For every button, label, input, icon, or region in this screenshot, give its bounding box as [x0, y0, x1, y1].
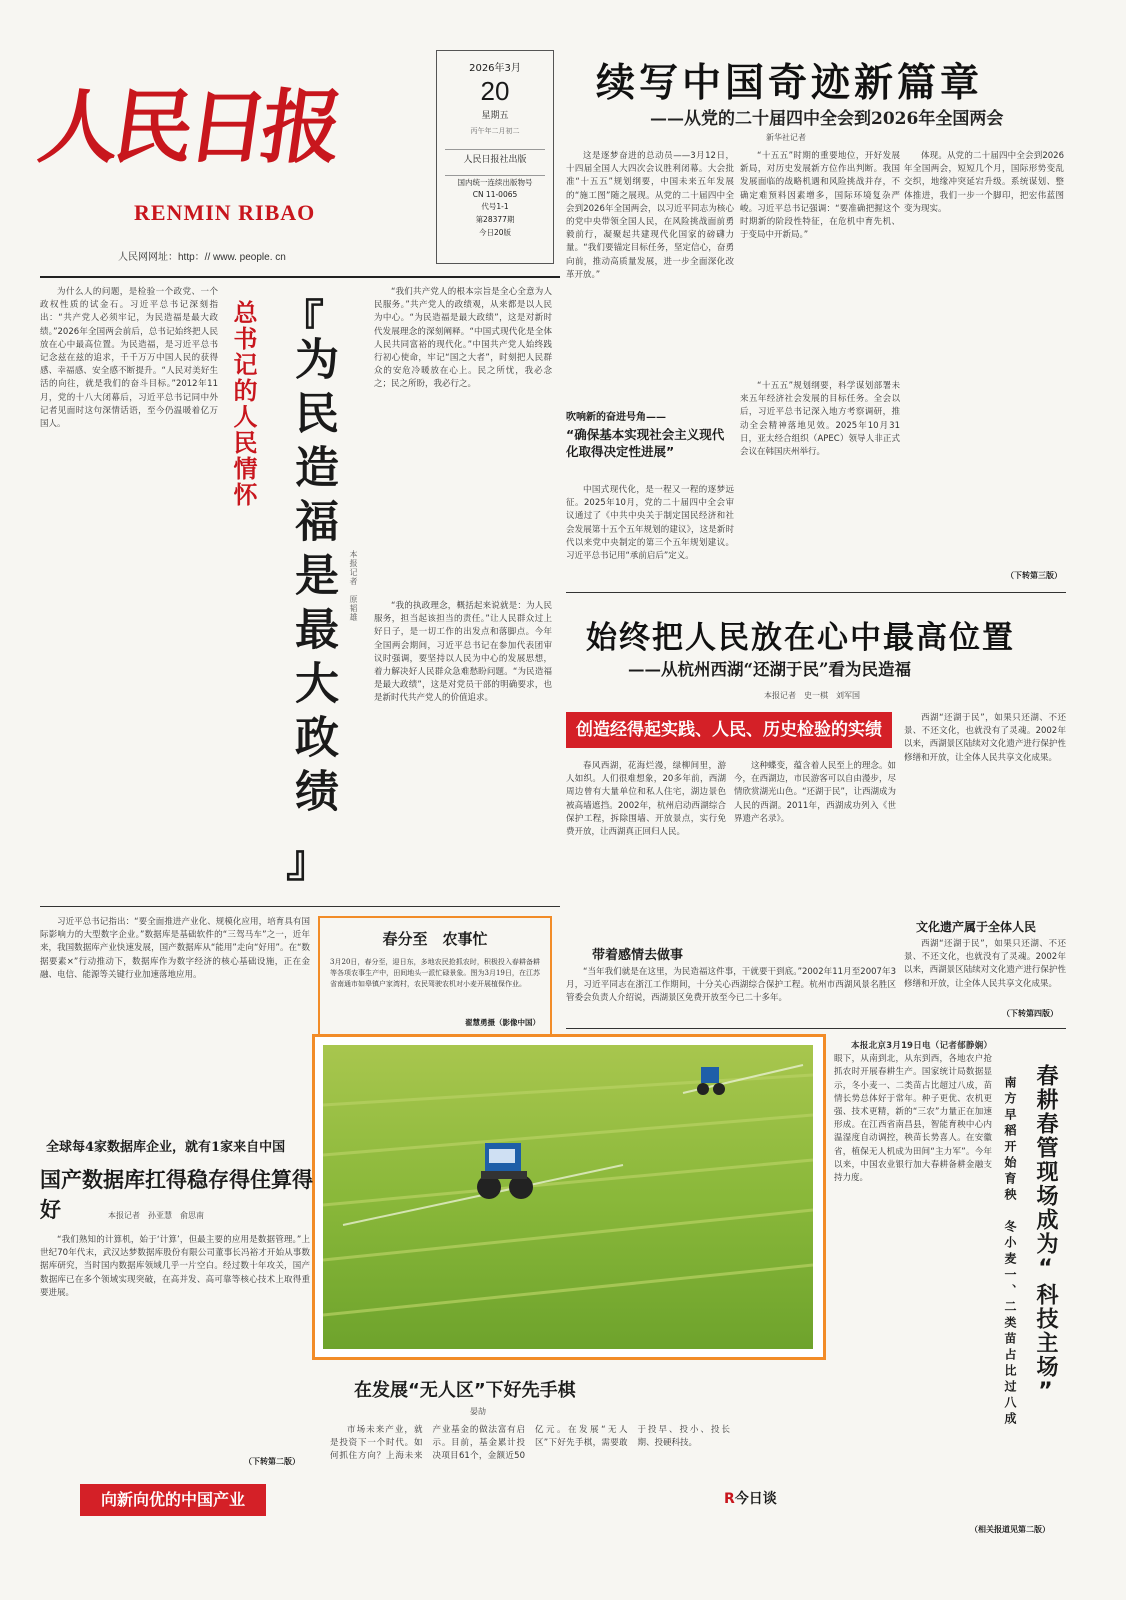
date-month: 2026年3月	[469, 63, 521, 74]
westlake-col5	[904, 938, 1066, 1000]
publisher: 人民日报社出版	[463, 155, 527, 165]
database-body	[40, 1234, 310, 1446]
spring-box-text: 3月20日，春分至，迎日东，多地农民抢抓农时，积极投入春耕备耕等各项农事生产中，田间地头一派忙碌景象。图为3月19日，在江苏省南通市如皋镇户家湾村，农民驾驶农机对小麦开展植保作业。	[330, 958, 540, 988]
issue-number: 第28377期	[475, 215, 515, 224]
database-continued: （下转第二版）	[244, 1456, 300, 1466]
code-number: 代号1-1	[481, 202, 509, 211]
westlake-col1	[566, 760, 726, 930]
industry-banner	[80, 1484, 266, 1516]
feature-headline-box: 『 为民造福是最大政绩 』	[280, 296, 338, 887]
database-top	[40, 916, 310, 1122]
spring-box	[318, 916, 552, 1034]
lead-byline: 新华社记者	[766, 133, 806, 142]
drone-logo	[724, 1488, 777, 1508]
date-box	[436, 50, 554, 264]
lead-col3-text: 体现。从党的二十届四中全会到2026年全国两会，短短几个月，国际形势变乱交织，地缘冲突延宕升级。系统谋划、整体推进，我们一步一个脚印，把宏伟蓝图变为现实。	[904, 151, 1064, 214]
westlake-col2-text: “当年我们就是在这里，为民造福这件事，干就要干到底。”2002年11月至2007年3月，习近平同志在浙江工作期间，十分关心西湖综合保护工程。杭州市西湖风景名胜区管委会负责人介绍说，西湖景区免费开放至今已二十多年。	[566, 967, 896, 1004]
industry-banner-text: 向新向优的中国产业	[100, 1490, 245, 1509]
westlake-col4-text: 西湖“还湖于民”，如果只还湖、不还景、不还文化，也就没有了灵魂。2002年以来，西湖景区陆续对文化遗产进行保护性修缮和开放，让全体人民共享文化成果。	[904, 713, 1066, 763]
lead-headline: 续写中国奇迹新篇章	[596, 61, 984, 106]
masthead-pinyin: RENMIN RIBAO	[134, 200, 316, 225]
westlake-banner-text: 创造经得起实践、人民、历史检验的实绩	[576, 720, 882, 740]
drone-byline: 晏劼	[470, 1407, 486, 1416]
westlake-subtitle: 带着感情去做事	[592, 948, 684, 963]
westlake-col3	[734, 760, 896, 960]
westlake-subtitle2: 文化遗产属于全体人民	[916, 920, 1037, 934]
westlake-col2	[566, 966, 896, 1022]
lead-bottom-rule	[566, 592, 1066, 593]
database-top-text: 习近平总书记指出：“要全面推进产业化、规模化应用，培育具有国际影响力的大型数字企业。”数据库是基础软件的“三驾马车”之一，近年来，我国数据库产业快速发展，国产数据库从“能用”走向“好用”。在“数据要素×”行动推动下，数据库作为数字经济的核心基础设施，正在金融、电信、能源等关键行业加速落地应用。	[40, 917, 310, 980]
drone-headline: 在发展“无人区”下好先手棋	[354, 1380, 576, 1401]
today-logo-text: 今日谈	[734, 1491, 777, 1507]
lead-col2-text: “十五五”时期的重要地位，开好发展新局，对历史发展新方位作出判断。我国发展面临的战略机遇和风险挑战并存，不确定难预料因素增多，国际环境复杂严峻。习近平总书记强调：“要准确把握这个时期新的阶段性特征，在危机中育先机、于变局中开新局。”	[740, 151, 900, 241]
westlake-banner	[566, 712, 892, 748]
lead-continued: （下转第三版）	[1006, 570, 1062, 580]
date-day: 20	[480, 76, 510, 106]
westlake-byline: 本报记者 史一棋 刘军国	[764, 691, 860, 700]
lead-kicker: 吹响新的奋进号角——	[566, 412, 666, 423]
lead-col2b	[566, 484, 734, 578]
date-weekday: 星期五	[481, 111, 509, 121]
lead-col2	[740, 150, 900, 378]
lead-col1-text: 这是逐梦奋进的总动员——3月12日，十四届全国人大四次会议胜利闭幕。大会批准“十五五”规划纲要，中国未来五年发展的“施工图”随之展现。从党的二十届四中全会到2026年全国两会，以习近平同志为核心的党中央带领全国人民，在风险挑战面前勇毅前行，凝聚起共建现代化国家的磅礴力量。“我们要锚定目标任务，坚定信心，奋勇向前，推动高质量发展，进一步全面深化改革开放。”	[566, 151, 734, 280]
feature-col1	[40, 286, 218, 890]
lead-subtitle: “确保基本实现社会主义现代化取得决定性进展”	[566, 427, 725, 459]
cn-number: CN 11-0065	[472, 190, 518, 199]
spring-farming-lead	[834, 1040, 992, 1185]
feature-col2-text: “我们共产党人的根本宗旨是全心全意为人民服务。”共产党人的政绩观，从来都是以人民为中心。“为民造福是最大政绩”，这是对新时代发展理念的深刻阐释。“中国式现代化是全体人民共同富裕的现代化。”中国共产党人始终践行初心使命，牢记“国之大者”，时刻把人民群众的安危冷暖放在心上。民之所忧，我必念之；民之所盼，我必行之。	[374, 287, 552, 390]
photo-frame	[312, 1034, 826, 1360]
drone-body-text: 市场未来产业，就是投资下一个时代。如何抓住方向？上海未来产业基金的做法富有启示。目前，基金累计投决项目61个，金额近50亿元。在发展“无人区”下好先手棋，需要敢于投早、投小、投长期、投硬科技。	[330, 1425, 730, 1462]
westlake-col3-text: 这种蝶变，蕴含着人民至上的理念。如今，在西湖边，市民游客可以自由漫步，尽情欣赏湖光山色。“还湖于民”，让西湖成为人民的西湖。2011年，西湖成功列入《世界遗产名录》。	[734, 761, 896, 824]
feature-col1-text: 为什么人的问题，是检验一个政党、一个政权性质的试金石。习近平总书记深刻指出：“共产党人必须牢记，为民造福是最大政绩。”2026年全国两会前后，总书记始终把人民放在心中最高位置。为民造福，是习近平总书记念兹在兹的追求，千千万万中国人民的获得感、幸福感、安全感不断提升。“人民对美好生活的向往，就是我们的奋斗目标。”2012年11月，党的十八大闭幕后，习近平总书记同中外记者见面时这句深情话语，至今仍温暖着亿万国人。	[40, 287, 218, 430]
masthead-rule	[40, 276, 560, 278]
logo-calligraphy: 人民日报	[33, 80, 343, 174]
spring-farming-text: 眼下，从南到北，从东到西，各地农户抢抓农时开展春耕生产。国家统计局数据显示，冬小麦一、二类苗占比超过八成，苗情长势总体好于常年。种子更优、农机更强、技术更精，新的“三农”力量正在加速形成。在江西省南昌县，智能育秧中心内温湿度自动调控，秧苗长势喜人。在安徽省，植保无人机成为田间“主力军”。今年以来，中国农业银行加大春耕备耕金融支持力度。	[834, 1054, 992, 1184]
westlake-col1-text: 春风西湖，花海烂漫，绿柳间里，游人如织。人们很难想象，20多年前，西湖周边曾有大量单位和私人住宅，湖边景色被高墙遮挡。2002年，杭州启动西湖综合保护工程，拆除围墙、开放景点，实行免费开放，让西湖真正回归人民。	[566, 761, 726, 838]
drone-body	[330, 1424, 730, 1520]
westlake-bottom-rule	[566, 1028, 1066, 1029]
lead-col3	[904, 150, 1064, 578]
issn-line: 国内统一连续出版物号	[457, 178, 533, 187]
lead-col2b-text: 中国式现代化，是一程又一程的逐梦远征。2025年10月，党的二十届四中全会审议通过了《中共中央关于制定国民经济和社会发展第十五个五年规划的建议》，这是新时代以来党中央制定的第三个五年规划建议。习近平总书记用“承前启后”定义。	[566, 485, 734, 562]
spring-box-title: 春分至 农事忙	[382, 930, 488, 948]
database-body-text: “我们熟知的计算机，始于‘计算’，但最主要的应用是数据管理。”上世纪70年代末，武汉达梦数据库股份有限公司董事长冯裕才开始从事数据库研究，当时国内数据库领域几乎一片空白。经过数十年攻关，国产数据库已在多个领域实现突破，在高并发、高可靠等核心技术上取得重要进展。	[40, 1235, 310, 1298]
spring-farming-continued: （相关报道见第二版）	[970, 1524, 1050, 1534]
lead-subhead: ——从党的二十届四中全会到2026年全国两会	[650, 109, 1004, 129]
spring-farming-subtitle: 南方早稻开始育秧 冬小麦一、二类苗占比过八成	[1003, 1076, 1017, 1428]
spring-farming-body	[834, 1040, 992, 1520]
spring-box-credit: 翟慧勇摄（影像中国）	[465, 1018, 540, 1027]
lead-col3b	[740, 380, 900, 578]
database-kicker: 全球每4家数据库企业，就有1家来自中国	[46, 1140, 286, 1155]
lead-col1	[566, 150, 734, 300]
today-logo-mark: R	[724, 1491, 735, 1507]
westlake-headline: 始终把人民放在心中最高位置	[586, 620, 1015, 656]
feature-bottom-rule	[40, 906, 560, 907]
feature-col3	[374, 600, 552, 890]
masthead-logo	[33, 52, 370, 202]
date-lunar: 丙午年二月初二	[470, 127, 520, 135]
westlake-continued: （下转第四版）	[1002, 1008, 1058, 1018]
feature-byline: 本报记者 原韬雄	[349, 550, 358, 622]
spring-farming-dateline: 本报北京3月19日电（记者郁静娴）	[851, 1041, 992, 1051]
feature-col3-text: “我的执政理念，概括起来说就是：为人民服务，担当起该担当的责任。”让人民群众过上好日子，是一切工作的出发点和落脚点。今年全国两会期间，习近平总书记在参加代表团审议时强调，要坚持以人民为中心的发展思想，着力解决好人民群众急难愁盼问题。“为民造福是最大政绩”，这是对党员干部的明确要求，也是新时代共产党人的价值追求。	[374, 601, 552, 704]
lead-col3b-text: “十五五”规划纲要，科学谋划部署未来五年经济社会发展的目标任务。全会以后，习近平总书记深入地方考察调研，推动全会精神落地见效。2025年10月31日，亚太经合组织（APEC）领导人非正式会议在韩国庆州举行。	[740, 381, 900, 458]
spring-farming-headline: 春耕春管现场成为“科技主场”	[1033, 1064, 1058, 1406]
page-count: 今日20版	[478, 228, 512, 237]
feature-headline: 为民造福是最大政绩	[287, 336, 338, 822]
feature-kicker: 总书记的人民情怀	[229, 300, 257, 508]
database-headline: 国产数据库扛得稳存得住算得好	[40, 1168, 313, 1222]
masthead-website: 人民网网址：http：// www. people. cn	[118, 252, 286, 263]
westlake-col5-text: 西湖“还湖于民”，如果只还湖、不还景、不还文化，也就没有了灵魂。2002年以来，西湖景区陆续对文化遗产进行保护性修缮和开放，让全体人民共享文化成果。	[904, 939, 1066, 989]
westlake-subhead: ——从杭州西湖“还湖于民”看为民造福	[628, 660, 911, 679]
database-byline: 本报记者 孙亚慧 俞思南	[108, 1211, 204, 1220]
westlake-col4	[904, 712, 1066, 912]
photo-wheat-field	[323, 1045, 813, 1349]
